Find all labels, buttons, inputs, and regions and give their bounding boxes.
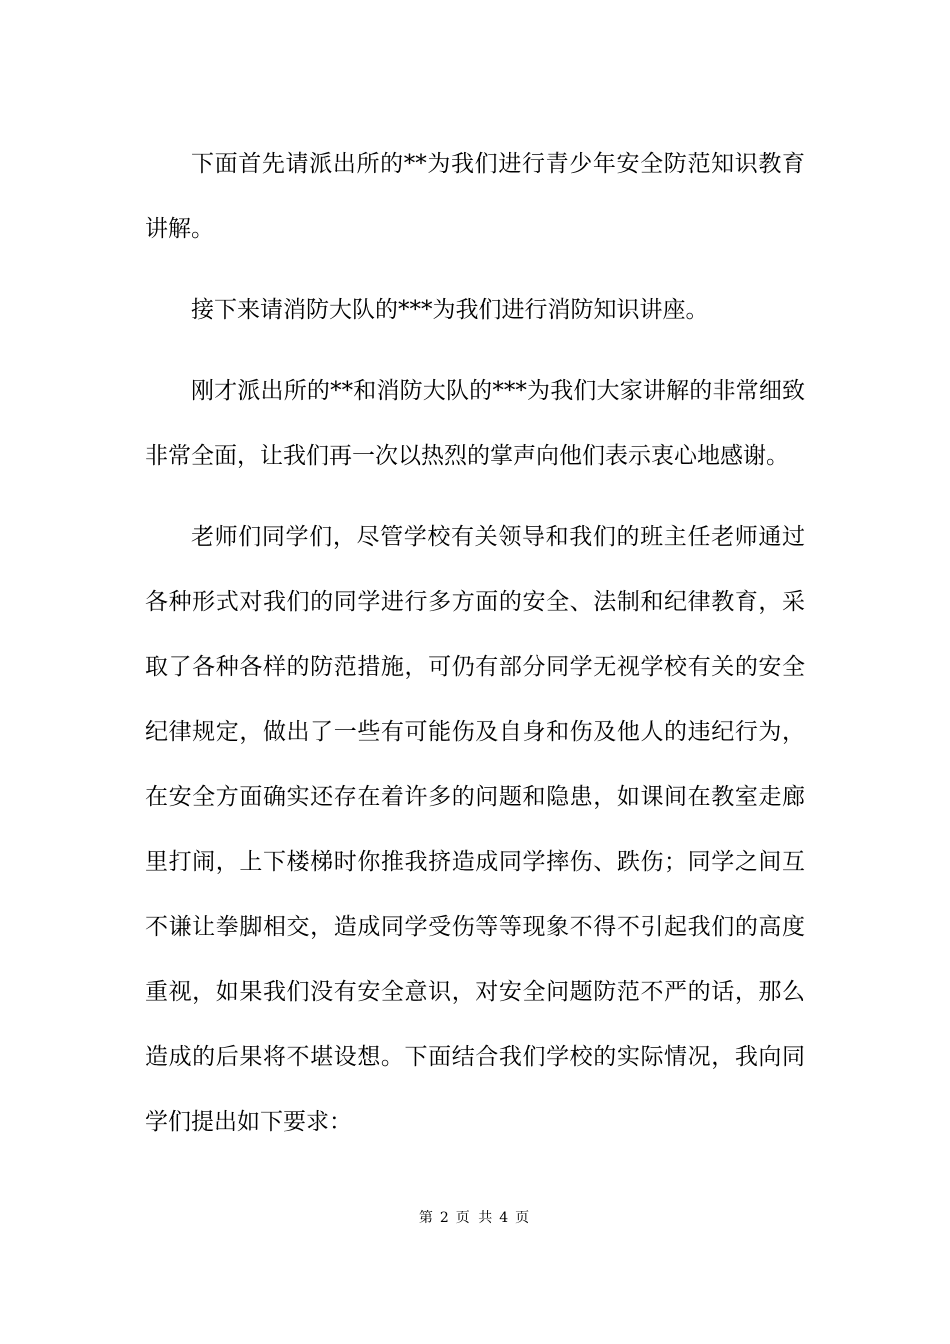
page-footer — [0, 1208, 950, 1228]
footer-prefix: 第 — [418, 1210, 435, 1226]
footer-total-pages: 4 — [499, 1210, 511, 1226]
paragraph-3: 刚才派出所的**和消防大队的***为我们大家讲解的非常细致非常全面，让我们再一次以热烈的掌声向他们表示衷心地感谢。 — [145, 378, 805, 469]
paragraph-1: 下面首先请派出所的**为我们进行青少年安全防范知识教育讲解。 — [145, 151, 805, 242]
footer-middle: 页 共 — [455, 1210, 495, 1226]
document-body — [145, 132, 805, 1155]
paragraph-4: 老师们同学们，尽管学校有关领导和我们的班主任老师通过各种形式对我们的同学进行多方面的安全、法制和纪律教育，采取了各种各样的防范措施，可仍有部分同学无视学校有关的安全纪律规定，做出了一些有可能伤及自身和伤及他人的违纪行为，在安全方面确实还存在着许多的问题和隐患，如课间在教室走廊里打闹，上下楼梯时你推我挤造成同学摔伤、跌伤；同学之间互不谦让拳脚相交，造成同学受伤等等现象不得不引起我们的高度重视，如果我们没有安全意识，对安全问题防范不严的话，那么造成的后果将不堪设想。下面结合我们学校的实际情况，我向同学们提出如下要求： — [145, 524, 805, 1135]
footer-suffix: 页 — [515, 1210, 532, 1226]
paragraph-2: 接下来请消防大队的***为我们进行消防知识讲座。 — [191, 297, 709, 323]
footer-current-page: 2 — [439, 1210, 451, 1226]
